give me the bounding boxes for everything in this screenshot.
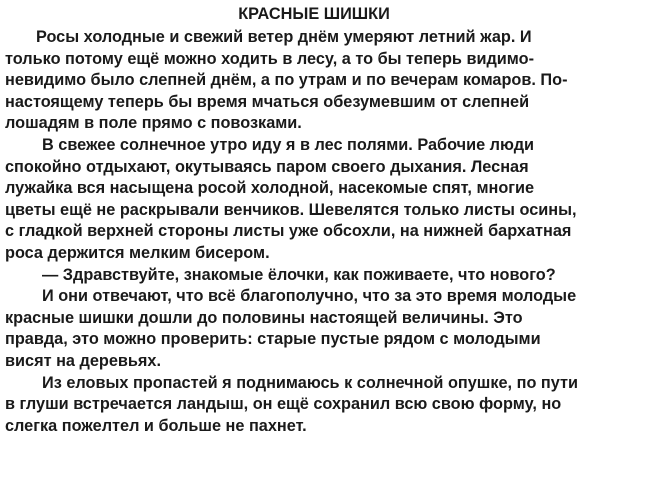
text-line: висят на деревьях. xyxy=(5,351,161,370)
paragraph-5 xyxy=(5,373,643,438)
paragraph-2 xyxy=(5,135,643,265)
text-line: невидимо было слепней днём, а по утрам и по вечерам комаров. По- xyxy=(5,71,568,90)
text-line: роса держится мелким бисером. xyxy=(5,243,270,262)
text-line: с гладкой верхней стороны листы уже обсохли, на нижней бархатная xyxy=(5,222,572,241)
document-title: КРАСНЫЕ ШИШКИ xyxy=(238,5,390,23)
text-line: лужайка вся насыщена росой холодной, насекомые спят, многие xyxy=(5,179,535,198)
text-line: слегка пожелтел и больше не пахнет. xyxy=(5,416,307,435)
text-line: цветы ещё не раскрывали венчиков. Шевелятся только листы осины, xyxy=(5,200,577,219)
text-line: Росы холодные и свежий ветер днём умеряют летний жар. И xyxy=(36,28,532,46)
paragraph-3 xyxy=(5,265,643,287)
paragraph-4 xyxy=(5,286,643,372)
document xyxy=(5,2,643,437)
text-line: В свежее солнечное утро иду я в лес полями. Рабочие люди xyxy=(42,135,535,154)
paragraph-1 xyxy=(5,27,643,135)
text-line: правда, это можно проверить: старые пустые рядом с молодыми xyxy=(5,330,541,349)
text-line: спокойно отдыхают, окутываясь паром своего дыхания. Лесная xyxy=(5,157,529,176)
text-line: красные шишки дошли до половины настоящей величины. Это xyxy=(5,308,523,327)
text-line: Из еловых пропастей я поднимаюсь к солнечной опушке, по пути xyxy=(42,373,578,392)
text-line: лошадям в поле прямо с повозками. xyxy=(5,114,302,133)
text-line: в глуши встречается ландыш, он ещё сохранил всю свою форму, но xyxy=(5,395,562,414)
text-line: — Здравствуйте, знакомые ёлочки, как поживаете, что нового? xyxy=(42,265,556,284)
text-line: И они отвечают, что всё благополучно, что за это время молодые xyxy=(42,287,577,306)
text-line: только потому ещё можно ходить в лесу, а то бы теперь видимо- xyxy=(5,49,535,68)
text-line: настоящему теперь бы время мчаться обезумевшим от слепней xyxy=(5,92,530,111)
